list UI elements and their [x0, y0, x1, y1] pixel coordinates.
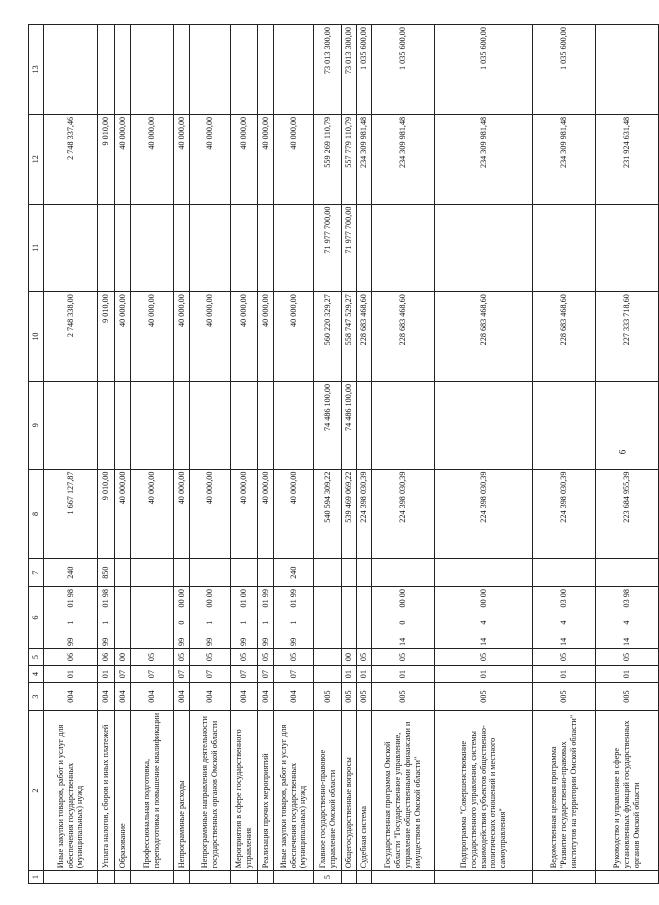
target-article-part: 00 00: [205, 589, 215, 608]
target-article-part: 1: [65, 620, 75, 625]
target-article-part: 1: [101, 620, 111, 625]
row-number-cell: [131, 871, 174, 884]
amount-cell-col12: 234 309 981,48: [372, 114, 435, 204]
target-article-part: 14: [559, 637, 569, 646]
amount-cell-col12: 40 000,00: [174, 114, 190, 204]
row-number-cell: [174, 871, 190, 884]
section-code-cell: 01: [372, 666, 435, 683]
ministry-code-cell: 004: [258, 683, 274, 711]
amount-cell-col11: [174, 204, 190, 292]
page-number: 9: [617, 449, 627, 455]
row-number-cell: 5: [314, 871, 342, 884]
item-name-cell: Профессиональная подготовка, переподготовка и повышение квалификации: [131, 710, 174, 870]
amount-cell-col8: 40 000,00: [131, 469, 174, 559]
amount-cell-col13: 1 035 600,00: [533, 25, 596, 115]
amount-cell-col12: 234 309 981,48: [533, 114, 596, 204]
amount-cell-col13: [231, 25, 258, 115]
target-article-part: 99: [205, 637, 215, 646]
item-name-cell: Образование: [115, 710, 131, 870]
subsection-code-cell: 05: [190, 648, 231, 665]
subsection-code-cell: 00: [115, 648, 131, 665]
subsection-code-cell: 05: [231, 648, 258, 665]
item-name-cell: Руководство и управление в сфере установленных функций государственных органов Омской области: [596, 710, 659, 870]
target-article-cell: [596, 587, 659, 649]
item-name-cell: Уплата налогов, сборов и иных платежей: [98, 710, 115, 870]
amount-cell-col10: 40 000,00: [131, 292, 174, 382]
expense-type-cell: [231, 559, 258, 587]
amount-cell-col12: 559 269 110,79: [314, 114, 342, 204]
amount-cell-col11: [131, 204, 174, 292]
amount-cell-col10: 40 000,00: [274, 292, 314, 382]
section-code-cell: 07: [115, 666, 131, 683]
amount-cell-col9: [357, 381, 372, 469]
section-code-cell: 01: [342, 666, 357, 683]
amount-cell-col10: 560 220 329,27: [314, 292, 342, 382]
item-name-cell: Главное государственно-правовое управление Омской области: [314, 710, 342, 870]
amount-cell-col12: 557 779 110,79: [342, 114, 357, 204]
column-header-1: 1: [29, 871, 44, 884]
row-number-cell: [44, 871, 98, 884]
section-code-cell: [314, 666, 342, 683]
amount-cell-col9: [190, 381, 231, 469]
amount-cell-col11: [115, 204, 131, 292]
expense-type-cell: [357, 559, 372, 587]
ministry-code-cell: 004: [190, 683, 231, 711]
expense-type-cell: [372, 559, 435, 587]
target-article-part: 1: [239, 620, 249, 625]
table-row: [357, 25, 372, 884]
subsection-code-cell: 05: [274, 648, 314, 665]
amount-cell-col8: 40 000,00: [231, 469, 258, 559]
target-article-part: 4: [622, 620, 632, 625]
table-row: [596, 25, 659, 884]
amount-cell-col13: [596, 25, 659, 115]
subsection-code-cell: 05: [435, 648, 533, 665]
amount-cell-col10: 228 683 468,60: [435, 292, 533, 382]
expense-type-cell: 240: [274, 559, 314, 587]
target-article-part: 99: [101, 637, 111, 646]
target-article-part: 03 98: [622, 589, 632, 608]
item-name-cell: Иные закупки товаров, работ и услуг для обеспечения государственных (муниципальных) нужд: [274, 710, 314, 870]
subsection-code-cell: 05: [372, 648, 435, 665]
amount-cell-col11: [258, 204, 274, 292]
amount-cell-col13: 73 013 300,00: [314, 25, 342, 115]
subsection-code-cell: 05: [533, 648, 596, 665]
amount-cell-col8: 224 398 030,39: [533, 469, 596, 559]
column-header-8: 8: [29, 469, 44, 559]
amount-cell-col11: [435, 204, 533, 292]
expense-type-cell: [190, 559, 231, 587]
item-name-cell: Реализация прочих мероприятий: [258, 710, 274, 870]
amount-cell-col13: [44, 25, 98, 115]
target-article-part: 99: [260, 637, 270, 646]
target-article-cell: [98, 587, 115, 649]
table-row: [533, 25, 596, 884]
column-header-9: 9: [29, 381, 44, 469]
amount-cell-col13: [98, 25, 115, 115]
target-article-part: 01 98: [101, 589, 111, 608]
section-code-cell: 07: [274, 666, 314, 683]
table-row: [314, 25, 342, 884]
amount-cell-col8: 539 469 069,22: [342, 469, 357, 559]
amount-cell-col12: 40 000,00: [258, 114, 274, 204]
target-article-cell: [435, 587, 533, 649]
amount-cell-col12: 2 748 337,46: [44, 114, 98, 204]
ministry-code-cell: 004: [231, 683, 258, 711]
column-header-7: 7: [29, 559, 44, 587]
amount-cell-col11: [596, 204, 659, 292]
ministry-code-cell: 005: [435, 683, 533, 711]
amount-cell-col9: [44, 381, 98, 469]
ministry-code-cell: 004: [115, 683, 131, 711]
expense-type-cell: [596, 559, 659, 587]
row-number-cell: [596, 871, 659, 884]
table-row: [274, 25, 314, 884]
ministry-code-cell: 004: [274, 683, 314, 711]
target-article-cell: [357, 587, 372, 649]
target-article-cell: [174, 587, 190, 649]
section-code-cell: 07: [174, 666, 190, 683]
target-article-part: 01 98: [65, 589, 75, 608]
column-header-4: 4: [29, 666, 44, 683]
target-article-cell: [44, 587, 98, 649]
expense-type-cell: [258, 559, 274, 587]
subsection-code-cell: 05: [174, 648, 190, 665]
row-number-cell: [274, 871, 314, 884]
amount-cell-col10: 9 010,00: [98, 292, 115, 382]
table-row: [131, 25, 174, 884]
row-number-cell: [231, 871, 258, 884]
amount-cell-col10: 227 333 718,60: [596, 292, 659, 382]
target-article-cell: [115, 587, 131, 649]
table-row: [342, 25, 357, 884]
column-header-10: 10: [29, 292, 44, 382]
column-header-5: 5: [29, 648, 44, 665]
amount-cell-col8: 224 398 030,39: [372, 469, 435, 559]
subsection-code-cell: 05: [131, 648, 174, 665]
table-row: [174, 25, 190, 884]
amount-cell-col13: [131, 25, 174, 115]
column-header-3: 3: [29, 683, 44, 711]
section-code-cell: 01: [596, 666, 659, 683]
table-row: [258, 25, 274, 884]
table-row: [44, 25, 98, 884]
amount-cell-col10: 40 000,00: [190, 292, 231, 382]
section-code-cell: 01: [44, 666, 98, 683]
row-number-cell: [98, 871, 115, 884]
section-code-cell: 07: [258, 666, 274, 683]
amount-cell-col9: [174, 381, 190, 469]
amount-cell-col9: [258, 381, 274, 469]
target-article-cell: [231, 587, 258, 649]
table-row: [190, 25, 231, 884]
section-code-cell: 07: [190, 666, 231, 683]
expense-type-cell: [174, 559, 190, 587]
section-code-cell: 01: [357, 666, 372, 683]
target-article-part: 99: [65, 637, 75, 646]
ministry-code-cell: 005: [342, 683, 357, 711]
ministry-code-cell: 005: [357, 683, 372, 711]
subsection-code-cell: 05: [258, 648, 274, 665]
column-header-13: 13: [29, 25, 44, 115]
amount-cell-col11: [357, 204, 372, 292]
item-name-cell: Непрограммные направления деятельности государственных органов Омской области: [190, 710, 231, 870]
amount-cell-col8: 40 000,00: [258, 469, 274, 559]
target-article-part: 4: [478, 620, 488, 625]
item-name-cell: Подпрограмма "Совершенствование государственного управления, системы взаимодействия субъектов общественно-политических отношений и местного самоуправления": [435, 710, 533, 870]
target-article-part: 99: [239, 637, 249, 646]
expense-type-cell: 850: [98, 559, 115, 587]
ministry-code-cell: 004: [131, 683, 174, 711]
section-code-cell: 01: [435, 666, 533, 683]
amount-cell-col8: 40 000,00: [190, 469, 231, 559]
amount-cell-col11: [231, 204, 258, 292]
amount-cell-col13: 1 035 600,00: [435, 25, 533, 115]
amount-cell-col9: [372, 381, 435, 469]
target-article-part: 0: [398, 620, 408, 625]
expense-type-cell: [533, 559, 596, 587]
target-article-part: 03 00: [559, 589, 569, 608]
item-name-cell: Государственная программа Омской области "Государственное управление, управление общественными финансами и имуществом в Омской области": [372, 710, 435, 870]
target-article-part: 1: [288, 620, 298, 625]
amount-cell-col10: 40 000,00: [231, 292, 258, 382]
row-number-cell: [372, 871, 435, 884]
item-name-cell: Иные закупки товаров, работ и услуг для обеспечения государственных (муниципальных) нужд: [44, 710, 98, 870]
amount-cell-col12: 40 000,00: [115, 114, 131, 204]
table-row: [98, 25, 115, 884]
amount-cell-col9: 74 486 100,00: [342, 381, 357, 469]
ministry-code-cell: 004: [44, 683, 98, 711]
amount-cell-col8: 9 010,00: [98, 469, 115, 559]
budget-table: [28, 24, 659, 884]
amount-cell-col10: 40 000,00: [258, 292, 274, 382]
column-header-12: 12: [29, 114, 44, 204]
item-name-cell: Ведомственная целевая программа "Развитие государственно-правовых институтов на территории Омской области": [533, 710, 596, 870]
table-row: [231, 25, 258, 884]
target-article-part: 14: [622, 637, 632, 646]
target-article-cell: [131, 587, 174, 649]
amount-cell-col10: 40 000,00: [115, 292, 131, 382]
target-article-part: 01 99: [288, 589, 298, 608]
amount-cell-col9: 74 486 100,00: [314, 381, 342, 469]
amount-cell-col11: [44, 204, 98, 292]
item-name-cell: Общегосударственные вопросы: [342, 710, 357, 870]
amount-cell-col13: [115, 25, 131, 115]
amount-cell-col11: [372, 204, 435, 292]
amount-cell-col10: 40 000,00: [174, 292, 190, 382]
amount-cell-col11: [98, 204, 115, 292]
amount-cell-col11: 71 977 700,00: [314, 204, 342, 292]
amount-cell-col13: [190, 25, 231, 115]
section-code-cell: 01: [98, 666, 115, 683]
target-article-part: 14: [478, 637, 488, 646]
amount-cell-col9: [274, 381, 314, 469]
amount-cell-col12: 234 309 981,48: [357, 114, 372, 204]
amount-cell-col8: 1 667 127,87: [44, 469, 98, 559]
column-header-2: 2: [29, 710, 44, 870]
amount-cell-col9: [98, 381, 115, 469]
amount-cell-col10: 2 748 338,00: [44, 292, 98, 382]
table-row: [115, 25, 131, 884]
target-article-part: 14: [398, 637, 408, 646]
amount-cell-col11: 71 977 700,00: [342, 204, 357, 292]
expense-type-cell: [314, 559, 342, 587]
ministry-code-cell: 005: [596, 683, 659, 711]
amount-cell-col11: [274, 204, 314, 292]
amount-cell-col13: 73 013 300,00: [342, 25, 357, 115]
amount-cell-col10: 228 683 468,60: [372, 292, 435, 382]
header-row: [29, 25, 44, 884]
amount-cell-col8: 224 398 030,39: [435, 469, 533, 559]
item-name-cell: Судебная система: [357, 710, 372, 870]
amount-cell-col10: 558 747 529,27: [342, 292, 357, 382]
ministry-code-cell: 004: [174, 683, 190, 711]
ministry-code-cell: 005: [533, 683, 596, 711]
target-article-cell: [533, 587, 596, 649]
column-header-11: 11: [29, 204, 44, 292]
target-article-part: 1: [260, 620, 270, 625]
row-number-cell: [357, 871, 372, 884]
amount-cell-col8: 540 594 309,22: [314, 469, 342, 559]
expense-type-cell: [435, 559, 533, 587]
amount-cell-col9: [533, 381, 596, 469]
amount-cell-col8: 224 398 030,39: [357, 469, 372, 559]
amount-cell-col8: 40 000,00: [115, 469, 131, 559]
target-article-part: 01 00: [239, 589, 249, 608]
amount-cell-col13: 1 035 600,00: [372, 25, 435, 115]
amount-cell-col8: 40 000,00: [274, 469, 314, 559]
expense-type-cell: 240: [44, 559, 98, 587]
target-article-part: 99: [288, 637, 298, 646]
amount-cell-col12: 40 000,00: [231, 114, 258, 204]
amount-cell-col11: [190, 204, 231, 292]
target-article-cell: [190, 587, 231, 649]
amount-cell-col9: [435, 381, 533, 469]
target-article-cell: [258, 587, 274, 649]
amount-cell-col9: [596, 381, 659, 469]
column-header-6: 6: [29, 587, 44, 649]
row-number-cell: [533, 871, 596, 884]
target-article-cell: [372, 587, 435, 649]
subsection-code-cell: 05: [357, 648, 372, 665]
table-row: [435, 25, 533, 884]
budget-table-sheet: [28, 24, 641, 884]
target-article-part: 1: [205, 620, 215, 625]
row-number-cell: [190, 871, 231, 884]
amount-cell-col10: 228 683 468,60: [357, 292, 372, 382]
target-article-part: 00 00: [478, 589, 488, 608]
row-number-cell: [258, 871, 274, 884]
target-article-part: 99: [176, 637, 186, 646]
amount-cell-col12: 231 924 631,48: [596, 114, 659, 204]
amount-cell-col12: 40 000,00: [274, 114, 314, 204]
target-article-part: 00 00: [176, 589, 186, 608]
amount-cell-col12: 9 010,00: [98, 114, 115, 204]
ministry-code-cell: 005: [372, 683, 435, 711]
amount-cell-col13: [174, 25, 190, 115]
target-article-cell: [314, 587, 342, 649]
target-article-part: 00 00: [398, 589, 408, 608]
row-number-cell: [342, 871, 357, 884]
amount-cell-col11: [533, 204, 596, 292]
subsection-code-cell: 06: [44, 648, 98, 665]
amount-cell-col9: [115, 381, 131, 469]
subsection-code-cell: 05: [596, 648, 659, 665]
amount-cell-col12: 40 000,00: [190, 114, 231, 204]
section-code-cell: 07: [131, 666, 174, 683]
item-name-cell: Непрограммные расходы: [174, 710, 190, 870]
target-article-cell: [274, 587, 314, 649]
ministry-code-cell: 005: [314, 683, 342, 711]
expense-type-cell: [115, 559, 131, 587]
amount-cell-col13: [258, 25, 274, 115]
target-article-part: 0: [176, 620, 186, 625]
section-code-cell: 07: [231, 666, 258, 683]
expense-type-cell: [342, 559, 357, 587]
amount-cell-col8: 40 000,00: [174, 469, 190, 559]
ministry-code-cell: 004: [98, 683, 115, 711]
subsection-code-cell: 00: [342, 648, 357, 665]
amount-cell-col13: [274, 25, 314, 115]
row-number-cell: [115, 871, 131, 884]
amount-cell-col12: 234 309 981,48: [435, 114, 533, 204]
amount-cell-col9: [131, 381, 174, 469]
target-article-cell: [342, 587, 357, 649]
target-article-part: 4: [559, 620, 569, 625]
table-row: [372, 25, 435, 884]
amount-cell-col12: 40 000,00: [131, 114, 174, 204]
amount-cell-col9: [231, 381, 258, 469]
expense-type-cell: [131, 559, 174, 587]
amount-cell-col8: 223 684 955,39: [596, 469, 659, 559]
item-name-cell: Мероприятия в сфере государственного управления: [231, 710, 258, 870]
subsection-code-cell: 06: [98, 648, 115, 665]
amount-cell-col10: 228 683 468,60: [533, 292, 596, 382]
target-article-part: 01 99: [260, 589, 270, 608]
section-code-cell: 01: [533, 666, 596, 683]
amount-cell-col13: 1 035 600,00: [357, 25, 372, 115]
subsection-code-cell: [314, 648, 342, 665]
row-number-cell: [435, 871, 533, 884]
